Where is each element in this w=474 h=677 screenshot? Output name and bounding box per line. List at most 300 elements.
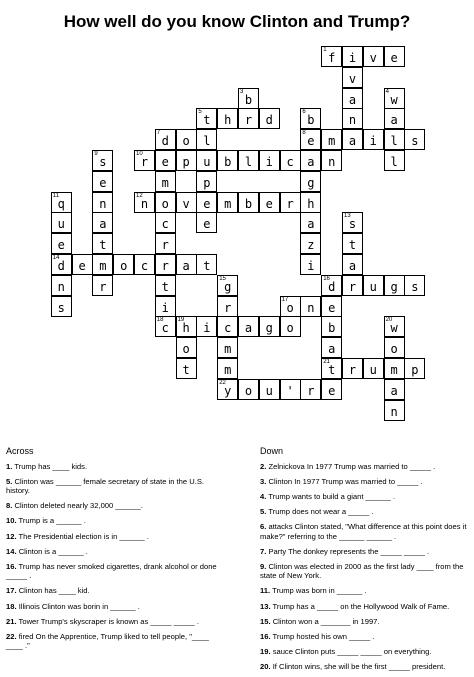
cell-letter: y <box>224 383 232 398</box>
clue-text: attacks Clinton stated, "What difference at this point does it make?" referring to the ______ ______ . <box>260 521 467 541</box>
clue-number: 5 <box>198 109 202 116</box>
cell-letter: a <box>182 259 190 273</box>
cell-letter: h <box>182 321 190 336</box>
grid-cell[interactable] <box>321 275 342 296</box>
grid-cell[interactable] <box>404 129 425 150</box>
clue-text: Trump wants to build a giant ______ . <box>268 491 396 501</box>
clue-text: The Presidential election is in ______ . <box>18 531 149 541</box>
clue-num: 16. <box>6 561 17 571</box>
cell-letter: e <box>57 238 65 253</box>
down-clue <box>260 547 474 557</box>
cell-letter: s <box>348 217 357 232</box>
cell-letter: m <box>224 363 232 377</box>
across-clue <box>6 477 221 496</box>
across-clue-list <box>6 462 221 651</box>
grid-cell[interactable] <box>300 296 321 317</box>
grid-cell[interactable] <box>155 233 176 254</box>
cell-letter: e <box>203 196 211 211</box>
cell-letter: h <box>307 196 315 211</box>
down-clue-list <box>260 462 474 672</box>
across-clue <box>6 602 221 612</box>
cell-letter: t <box>348 238 357 253</box>
cell-letter: g <box>307 175 315 190</box>
cell-letter: i <box>265 155 273 169</box>
grid-cell[interactable] <box>300 129 321 150</box>
grid-cell[interactable] <box>300 108 321 129</box>
grid-cell[interactable] <box>300 171 321 192</box>
cell-letter: d <box>265 113 273 128</box>
clue-num: 13. <box>260 601 271 611</box>
cell-letter: t <box>161 279 169 294</box>
cell-letter: c <box>140 259 149 273</box>
grid-cell[interactable] <box>342 108 363 129</box>
clue-number: 13 <box>344 213 351 220</box>
grid-cell[interactable] <box>321 379 342 400</box>
cell-letter: g <box>390 279 398 294</box>
grid-cell[interactable] <box>92 212 113 233</box>
clue-num: 10. <box>6 516 17 526</box>
grid-cell[interactable] <box>321 150 342 171</box>
clue-text: Clinton deleted nearly 32,000 ______. <box>14 501 143 511</box>
grid-cell[interactable] <box>384 150 405 171</box>
grid-cell[interactable] <box>176 337 197 358</box>
cell-letter: s <box>411 134 419 149</box>
cell-letter: n <box>348 113 357 128</box>
cell-letter: e <box>78 259 86 273</box>
cell-letter: e <box>307 134 315 149</box>
cell-letter: s <box>57 300 65 315</box>
clue-text: Trump does not wear a _____ . <box>268 506 374 516</box>
cell-letter: a <box>348 134 357 149</box>
cell-letter: o <box>120 259 128 273</box>
grid-cell[interactable] <box>92 254 113 275</box>
down-clue <box>260 647 474 657</box>
cell-letter: t <box>182 363 190 377</box>
clue-num: 1. <box>6 461 13 471</box>
across-clue <box>6 516 221 526</box>
cell-letter: o <box>182 342 190 357</box>
grid-cell[interactable] <box>280 192 301 213</box>
cell-letter: w <box>390 321 398 336</box>
cell-letter: r <box>161 238 169 253</box>
grid-cell[interactable] <box>363 358 384 379</box>
cell-letter: p <box>203 175 211 190</box>
cell-letter: r <box>307 383 315 398</box>
down-clue <box>260 562 474 581</box>
down-clue <box>260 617 474 627</box>
clue-number: 4 <box>385 88 389 95</box>
cell-letter: u <box>369 279 377 294</box>
clue-text: fired On the Apprentice, Trump liked to tell people, "____ ____ ." <box>6 631 209 651</box>
cell-letter: d <box>161 134 169 149</box>
cell-letter: v <box>182 196 190 211</box>
grid-cell[interactable] <box>155 192 176 213</box>
grid-cell[interactable] <box>51 275 72 296</box>
grid-cell[interactable] <box>384 108 405 129</box>
cell-letter: r <box>140 155 149 169</box>
clue-num: 18. <box>6 601 17 611</box>
grid-cell[interactable] <box>300 150 321 171</box>
across-clues <box>6 447 221 656</box>
grid-cell[interactable] <box>259 150 280 171</box>
grid-cell[interactable] <box>363 275 384 296</box>
grid-cell[interactable] <box>196 212 217 233</box>
clue-num: 9. <box>260 561 267 571</box>
cell-letter: i <box>203 321 211 336</box>
clue-number: 9 <box>94 151 98 157</box>
cell-letter: p <box>411 363 419 377</box>
cell-letter: i <box>369 134 377 149</box>
grid-cell[interactable] <box>300 254 321 275</box>
grid-cell[interactable] <box>217 275 238 296</box>
grid-cell[interactable] <box>342 88 363 109</box>
grid-cell[interactable] <box>51 254 72 275</box>
cell-letter: c <box>224 321 232 336</box>
grid-cell[interactable] <box>196 150 217 171</box>
grid-cell[interactable] <box>384 379 405 400</box>
cell-letter: a <box>348 92 357 107</box>
grid-cell[interactable] <box>384 316 405 337</box>
clue-text: Zelnickova In 1977 Trump was married to _____ . <box>268 461 436 471</box>
cell-letter: m <box>390 363 398 377</box>
cell-letter: u <box>203 155 211 169</box>
clue-number: 17 <box>281 296 289 303</box>
cell-letter: o <box>286 321 294 336</box>
grid-cell[interactable] <box>384 400 405 421</box>
grid-cell[interactable] <box>113 254 134 275</box>
grid-cell[interactable] <box>321 46 342 67</box>
grid-cell[interactable] <box>280 296 301 317</box>
across-heading: Across <box>6 446 34 456</box>
grid-cell[interactable] <box>238 150 259 171</box>
cell-letter: l <box>244 155 253 169</box>
cell-letter: a <box>307 155 315 169</box>
grid-cell[interactable] <box>155 150 176 171</box>
grid-cell[interactable] <box>155 171 176 192</box>
grid-cell[interactable] <box>92 233 113 254</box>
grid-cell[interactable] <box>384 358 405 379</box>
clue-text: Trump has never smoked cigarettes, drank alcohol or done _____ . <box>6 561 217 581</box>
grid-cell[interactable] <box>155 254 176 275</box>
grid-cell[interactable] <box>384 275 405 296</box>
grid-cell[interactable] <box>280 150 301 171</box>
cell-letter: a <box>390 383 398 398</box>
grid-cell[interactable] <box>342 67 363 88</box>
grid-cell[interactable] <box>280 316 301 337</box>
cell-letter: e <box>328 383 336 398</box>
cell-letter: t <box>203 113 211 128</box>
grid-cell[interactable] <box>321 358 342 379</box>
cell-letter: s <box>99 155 107 169</box>
cell-letter: n <box>328 155 336 169</box>
cell-letter: i <box>307 259 315 273</box>
grid-cell[interactable] <box>217 150 238 171</box>
cell-letter: s <box>411 279 419 294</box>
cell-letter: u <box>265 383 273 398</box>
grid-cell[interactable] <box>238 316 259 337</box>
grid-cell[interactable] <box>342 129 363 150</box>
cell-letter: q <box>57 196 65 211</box>
grid-cell[interactable] <box>259 108 280 129</box>
grid-cell[interactable] <box>155 129 176 150</box>
grid-cell[interactable] <box>155 316 176 337</box>
cell-letter: f <box>328 51 336 65</box>
grid-cell[interactable] <box>384 129 405 150</box>
grid-cell[interactable] <box>238 379 259 400</box>
clue-num: 2. <box>260 461 267 471</box>
clue-number: 22 <box>219 379 226 386</box>
grid-cell[interactable] <box>300 379 321 400</box>
cell-letter: r <box>224 300 232 315</box>
grid-cell[interactable] <box>176 358 197 379</box>
clue-num: 5. <box>260 506 267 516</box>
clue-num: 15. <box>260 616 271 626</box>
cell-letter: a <box>307 217 315 232</box>
clue-text: Illinois Clinton was borin in ______ . <box>18 601 140 611</box>
clue-num: 8. <box>6 501 13 511</box>
clue-number: 6 <box>302 109 306 116</box>
grid-cell[interactable] <box>217 316 238 337</box>
clue-num: 22. <box>6 631 17 641</box>
cell-letter: n <box>57 279 65 294</box>
grid-cell[interactable] <box>259 192 280 213</box>
grid-cell[interactable] <box>342 254 363 275</box>
grid-cell[interactable] <box>72 254 93 275</box>
grid-cell[interactable] <box>176 150 197 171</box>
clue-num: 16. <box>260 631 271 641</box>
clue-num: 20. <box>260 661 271 671</box>
across-clue <box>6 586 221 596</box>
cell-letter: e <box>99 175 107 190</box>
cell-letter: v <box>369 51 377 65</box>
down-clue <box>260 522 474 541</box>
cell-letter: r <box>348 279 357 294</box>
grid-cell[interactable] <box>176 192 197 213</box>
clue-text: Trump hosted his own _____ . <box>272 631 375 641</box>
cell-letter: w <box>390 92 398 107</box>
grid-cell[interactable] <box>217 296 238 317</box>
clue-number: 14 <box>52 255 60 261</box>
cell-letter: e <box>161 155 169 169</box>
cell-letter: h <box>224 113 232 128</box>
grid-cell[interactable] <box>134 150 155 171</box>
grid-cell[interactable] <box>321 296 342 317</box>
grid-cell[interactable] <box>342 233 363 254</box>
across-clue <box>6 462 221 472</box>
cell-letter: b <box>244 92 253 107</box>
cell-letter: m <box>224 196 232 211</box>
cell-letter: n <box>390 404 398 419</box>
grid-cell[interactable] <box>217 192 238 213</box>
grid-cell[interactable] <box>196 129 217 150</box>
cell-letter: u <box>369 363 377 377</box>
clue-num: 12. <box>6 531 17 541</box>
cell-letter: z <box>307 238 315 253</box>
cell-letter: e <box>390 51 398 65</box>
cell-letter: n <box>140 196 149 211</box>
grid-cell[interactable] <box>300 192 321 213</box>
cell-letter: o <box>182 134 190 149</box>
grid-cell[interactable] <box>92 171 113 192</box>
cell-letter: m <box>328 134 336 149</box>
clue-text: Clinton was ______ female secretary of state in the U.S. history. <box>6 476 204 496</box>
clue-text: sauce Clinton puts _____ _____ on everything. <box>272 646 432 656</box>
grid-cell[interactable] <box>51 296 72 317</box>
clue-text: Trump was born in ______ . <box>272 586 367 596</box>
clue-num: 11. <box>260 586 271 596</box>
clue-num: 19. <box>260 646 271 656</box>
down-heading: Down <box>260 446 284 456</box>
down-clue <box>260 602 474 612</box>
clue-number: 15 <box>219 275 226 282</box>
grid-cell[interactable] <box>134 254 155 275</box>
cell-letter: a <box>348 259 357 273</box>
grid-cell[interactable] <box>176 129 197 150</box>
clue-text: Clinton was elected in 2000 as the first lady ____ from the state of New York. <box>260 561 464 581</box>
clue-text: Clinton is a ______ . <box>18 546 88 556</box>
grid-cell[interactable] <box>384 88 405 109</box>
cell-letter: p <box>182 155 190 169</box>
cell-letter: t <box>328 363 336 377</box>
grid-cell[interactable] <box>300 233 321 254</box>
down-clue <box>260 586 474 596</box>
clue-num: 4. <box>260 491 267 501</box>
grid-cell[interactable] <box>176 316 197 337</box>
cell-letter: n <box>307 300 315 315</box>
grid-cell[interactable] <box>155 212 176 233</box>
down-clues <box>260 447 474 677</box>
cell-letter: b <box>224 155 232 169</box>
grid-cell[interactable] <box>217 379 238 400</box>
clue-number: 7 <box>156 130 161 137</box>
down-clue <box>260 492 474 502</box>
cell-letter: r <box>161 259 169 273</box>
cell-letter: m <box>224 342 232 357</box>
grid-cell[interactable] <box>259 379 280 400</box>
clue-num: 14. <box>6 546 17 556</box>
cell-letter: ' <box>286 383 294 398</box>
clue-number: 1 <box>323 47 327 53</box>
clue-number: 21 <box>323 359 330 365</box>
cell-letter: e <box>328 300 336 315</box>
clue-number: 16 <box>323 275 330 282</box>
grid-cell[interactable] <box>51 192 72 213</box>
grid-cell[interactable] <box>155 275 176 296</box>
clue-text: Trump has ____ kids. <box>14 461 88 471</box>
grid-cell[interactable] <box>134 192 155 213</box>
cell-letter: c <box>286 155 294 169</box>
grid-cell[interactable] <box>155 296 176 317</box>
clue-num: 6. <box>260 521 267 531</box>
cell-letter: d <box>328 279 336 294</box>
clue-text: If Clinton wins, she will be the first _____ president. <box>272 661 446 671</box>
grid-cell[interactable] <box>238 88 259 109</box>
grid-cell[interactable] <box>92 192 113 213</box>
clue-num: 3. <box>260 476 267 486</box>
clue-number: 10 <box>136 151 143 157</box>
grid-cell[interactable] <box>238 192 259 213</box>
clue-text: Clinton won a _______ in 1997. <box>272 616 380 626</box>
grid-cell[interactable] <box>404 358 425 379</box>
grid-cell[interactable] <box>321 129 342 150</box>
grid-cell[interactable] <box>342 212 363 233</box>
down-clue <box>260 462 474 472</box>
grid-cell[interactable] <box>384 337 405 358</box>
grid-cell[interactable] <box>51 212 72 233</box>
grid-cell[interactable] <box>217 108 238 129</box>
grid-cell[interactable] <box>404 275 425 296</box>
cell-letter: i <box>161 300 169 315</box>
cell-letter: o <box>286 300 294 315</box>
cell-letter: a <box>244 321 253 336</box>
grid-cell[interactable] <box>196 254 217 275</box>
clue-text: Party The donkey represents the _____ _____ . <box>268 546 430 556</box>
grid-cell[interactable] <box>384 46 405 67</box>
grid-cell[interactable] <box>217 358 238 379</box>
grid-cell[interactable] <box>342 275 363 296</box>
cell-letter: u <box>57 217 65 232</box>
cell-letter: t <box>99 238 107 253</box>
clue-text: Tower Trump's skyscraper is known as _____ _____ . <box>18 616 199 626</box>
clue-num: 21. <box>6 616 17 626</box>
across-clue <box>6 501 221 511</box>
clue-number: 12 <box>136 192 143 199</box>
cell-letter: b <box>244 196 253 211</box>
grid-cell[interactable] <box>363 129 384 150</box>
grid-cell[interactable] <box>280 379 301 400</box>
cell-letter: o <box>390 342 398 357</box>
down-clue <box>260 662 474 672</box>
cell-letter: r <box>99 279 107 294</box>
cell-letter: e <box>265 196 273 211</box>
grid-cell[interactable] <box>196 316 217 337</box>
grid-cell[interactable] <box>51 233 72 254</box>
grid-cell[interactable] <box>196 171 217 192</box>
grid-cell[interactable] <box>196 108 217 129</box>
cell-letter: t <box>203 259 211 273</box>
grid-cell[interactable] <box>321 337 342 358</box>
down-clue <box>260 507 474 517</box>
cell-letter: m <box>161 175 169 190</box>
clue-num: 17. <box>6 586 17 596</box>
grid-cell[interactable] <box>342 46 363 67</box>
grid-cell[interactable] <box>217 337 238 358</box>
cell-letter: o <box>244 383 253 398</box>
clue-number: 3 <box>240 88 244 95</box>
grid-cell[interactable] <box>176 254 197 275</box>
grid-cell[interactable] <box>92 150 113 171</box>
grid-cell[interactable] <box>92 275 113 296</box>
across-clue <box>6 562 221 581</box>
across-clue <box>6 632 221 651</box>
grid-cell[interactable] <box>196 192 217 213</box>
grid-cell[interactable] <box>259 316 280 337</box>
page-title: How well do you know Clinton and Trump? <box>63 12 411 31</box>
clue-number: 8 <box>302 130 306 137</box>
grid-cell[interactable] <box>321 316 342 337</box>
grid-cell[interactable] <box>342 358 363 379</box>
grid-cell[interactable] <box>238 108 259 129</box>
clue-text: Clinton has ____ kid. <box>18 586 90 596</box>
grid-cell[interactable] <box>300 212 321 233</box>
down-clue <box>260 632 474 642</box>
across-clue <box>6 617 221 627</box>
cell-letter: l <box>390 155 398 169</box>
clue-text: Clinton In 1977 Trump was married to _____ . <box>268 476 423 486</box>
grid-cell[interactable] <box>363 46 384 67</box>
cell-letter: d <box>57 259 65 273</box>
across-clue <box>6 532 221 542</box>
